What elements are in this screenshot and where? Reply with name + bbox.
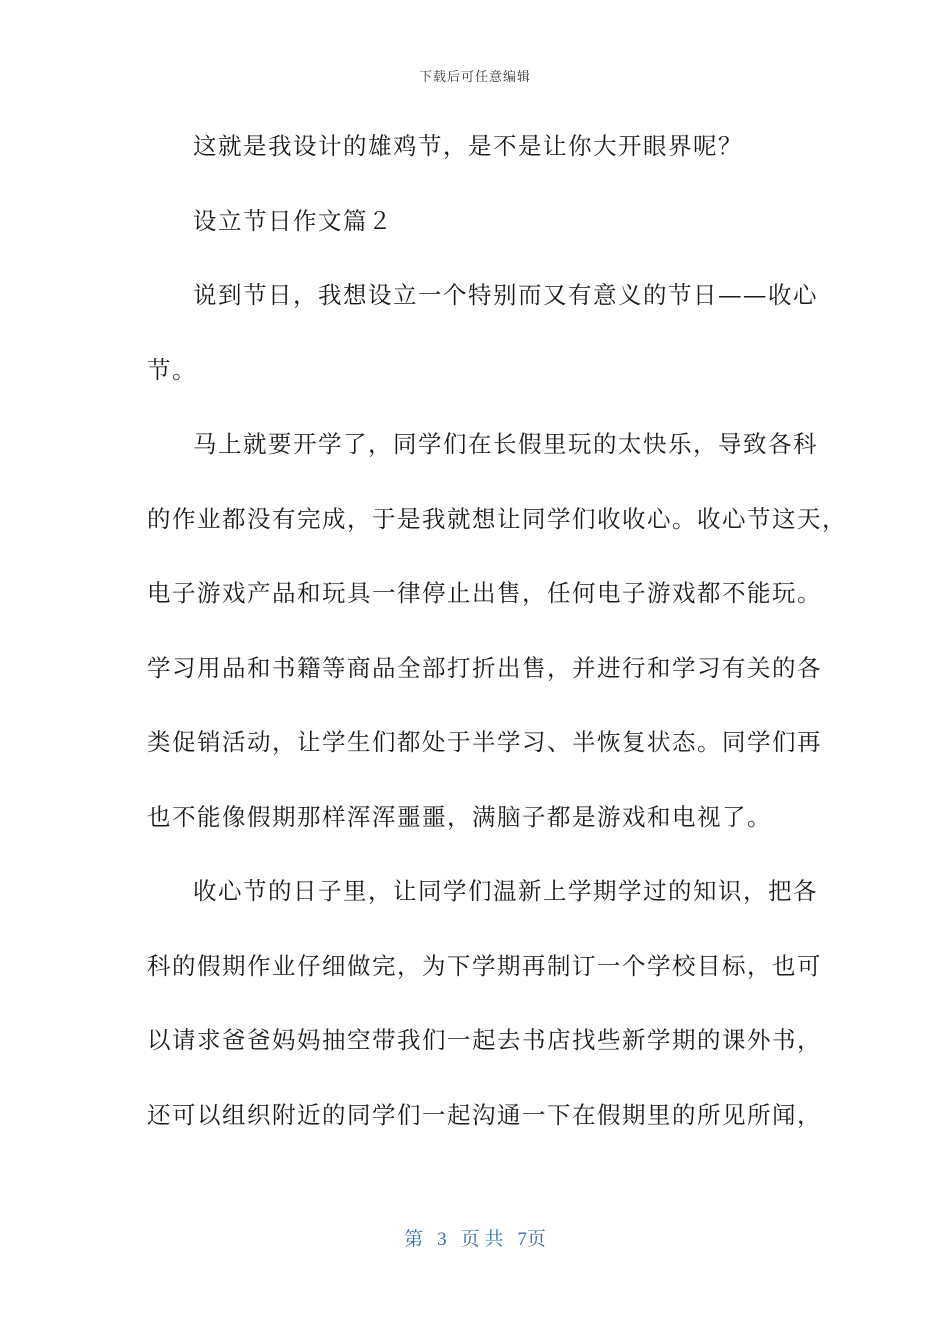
text-line: 的作业都没有完成，于是我就想让同学们收收心。收心节这天， (147, 504, 847, 533)
text-line: 电子游戏产品和玩具一律停止出售，任何电子游戏都不能玩。 (147, 579, 822, 607)
footer-total-pages: 7 (517, 1229, 527, 1250)
footer-prefix: 第 (404, 1229, 424, 1250)
text-line: 还可以组织附近的同学们一起沟通一下在假期里的所见所闻， (147, 1100, 822, 1129)
section-title: 设立节日作文篇２ (193, 206, 393, 235)
text-line: 以请求爸爸妈妈抽空带我们一起去书店找些新学期的课外书， (147, 1026, 822, 1054)
page-header: 下载后可任意编辑 (418, 70, 531, 85)
page-footer (0, 1224, 950, 1251)
text-line: 学习用品和书籍等商品全部打折出售，并进行和学习有关的各 (147, 653, 822, 682)
document-body (147, 118, 847, 1161)
text-line: 马上就要开学了，同学们在长假里玩的太快乐，导致各科 (193, 430, 818, 458)
text-line: 说到节日，我想设立一个特别而又有意义的节日——收心 (193, 281, 818, 309)
text-line: 这就是我设计的雄鸡节，是不是让你大开眼界呢？ (193, 132, 743, 160)
text-line: 节。 (147, 355, 197, 384)
text-line: 类促销活动，让学生们都处于半学习、半恢复状态。同学们再 (147, 728, 822, 756)
text-line: 科的假期作业仔细做完，为下学期再制订一个学校目标，也可 (147, 951, 822, 980)
footer-suffix: 页 (526, 1229, 546, 1250)
footer-middle: 页 共 (460, 1229, 504, 1250)
text-line: 也不能像假期那样浑浑噩噩，满脑子都是游戏和电视了。 (147, 802, 772, 831)
footer-current-page: 3 (437, 1229, 447, 1250)
text-line: 收心节的日子里，让同学们温新上学期学过的知识，把各 (193, 877, 818, 905)
